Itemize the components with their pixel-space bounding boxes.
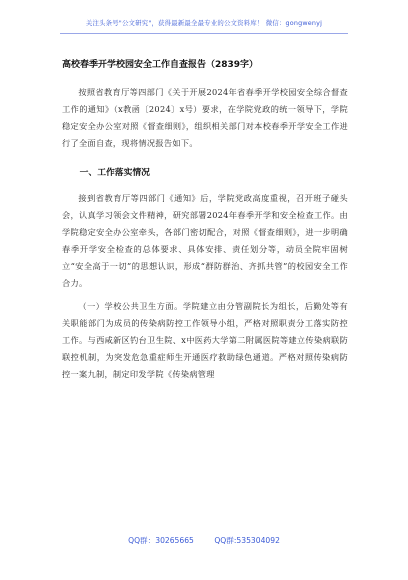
section-heading: 一、工作落实情况 (79, 168, 150, 178)
body-paragraph: 接到省教育厅等四部门《通知》后，学院党政高度重视，召开班子碰头会，认真学习领会文件精神，研究部署2024年春季开学和安全检查工作。由学院稳定安全办公室牵头，各部门密切配合，对照《督查细则》，进一步明确春季开学安全检查的总体要求、具体安排、责任划分等，动员全院牢固树立“安全高于一切”的思想认识，形成“群防群治、齐抓共管”的校园安全工作合力。 (62, 193, 348, 288)
footer-contacts (0, 535, 408, 546)
document-title: 高校春季开学校园安全工作自查报告（2839字） (62, 60, 259, 70)
footer-qq-group-1: QQ群：30265665 (128, 536, 194, 545)
document-page (62, 57, 348, 383)
intro-paragraph: 按照省教育厅等四部门《关于开展2024年省春季开学校园安全综合督查工作的通知》（x教函〔2024〕x号）要求，在学院党政的统一领导下，学院稳定安全办公室对照《督查细则》，组织相关部门对本校春季开学安全工作进行了全面自查，现将情况报告如下。 (62, 87, 348, 148)
footer-qq-group-2: QQ群:535304092 (214, 536, 280, 545)
body-paragraph: （一）学校公共卫生方面。学院建立由分管副院长为组长，后勤处等有关职能部门为成员的传染病防控工作领导小组，严格对照职责分工落实防控工作。与西咸新区钓台卫生院、x中医药大学第二附属医院等建立传染病联防联控机制，为突发危急重症师生开通医疗救助绿色通道。严格对照传染病防控一案九制，制定印发学院《传染病管理 (62, 301, 348, 379)
header-banner: 关注头条号"公文研究"，获得最新最全最专业的公文资料库！ 微信：gongwenyj (85, 19, 323, 27)
header-divider (60, 33, 348, 34)
